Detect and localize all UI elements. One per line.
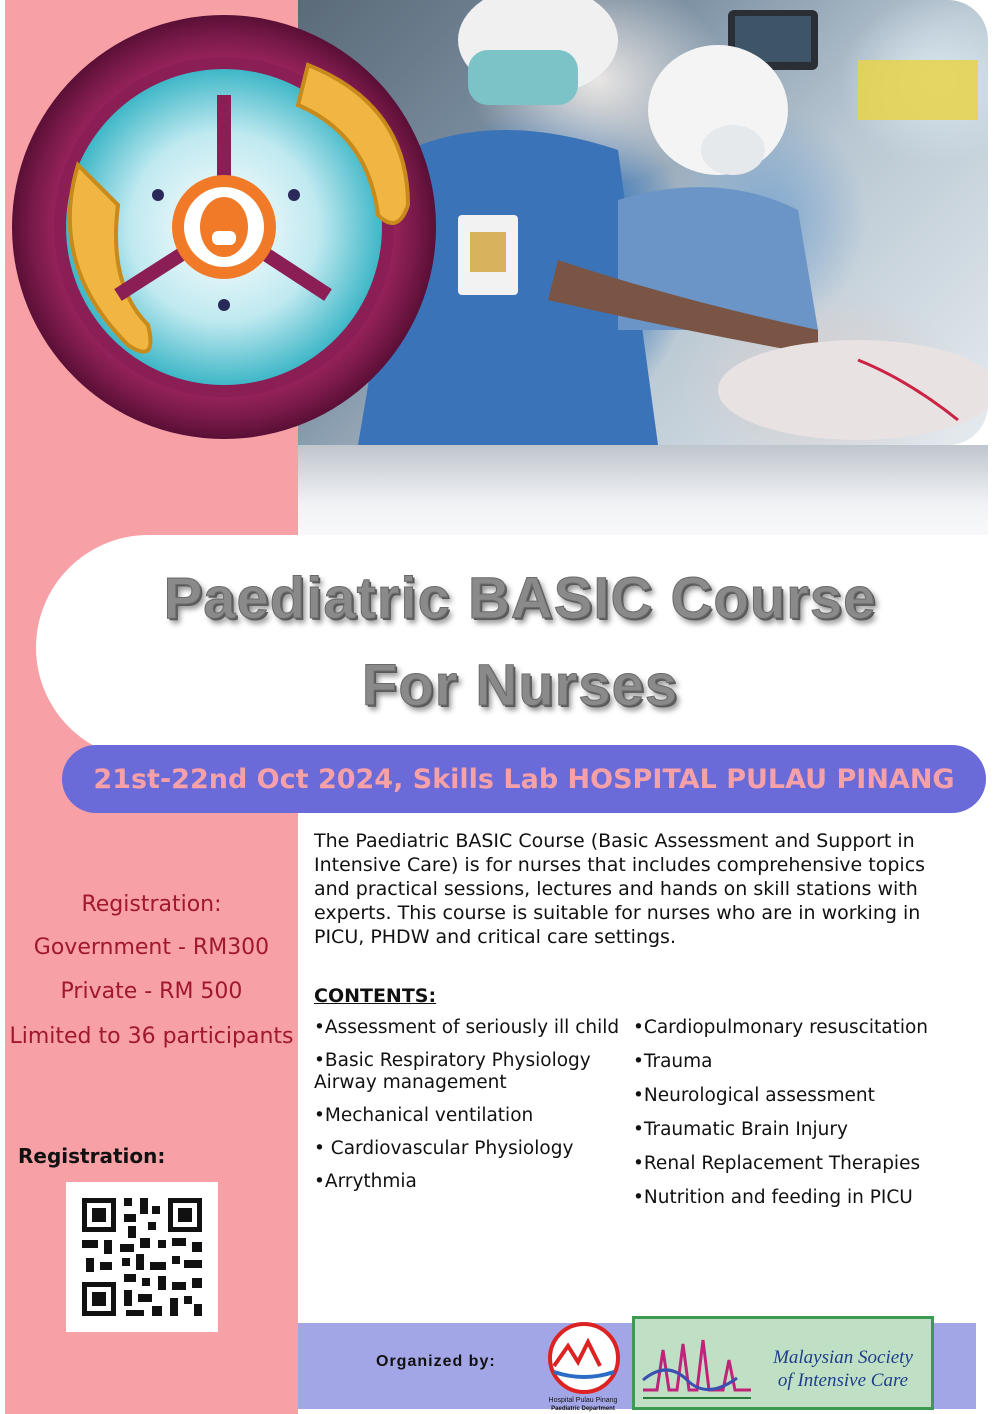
qr-code-icon xyxy=(66,1182,218,1332)
registration-qr-code[interactable] xyxy=(66,1182,218,1332)
hospital-logo-line-2: Paediatric Department xyxy=(551,1406,615,1412)
content-item: •Trauma xyxy=(633,1051,713,1072)
content-item: •Traumatic Brain Injury xyxy=(633,1119,848,1140)
fee-government: Government - RM300 xyxy=(33,935,270,960)
content-item: • Cardiovascular Physiology xyxy=(314,1138,574,1159)
title-line-1: Paediatric BASIC Course xyxy=(163,566,877,631)
date-venue-banner xyxy=(62,745,986,813)
hospital-pulau-pinang-logo xyxy=(540,1322,626,1414)
msic-name xyxy=(752,1346,934,1392)
content-item: •Renal Replacement Therapies xyxy=(633,1153,921,1174)
registration-qr-label: Registration: xyxy=(18,1144,166,1168)
content-item: •Cardiopulmonary resuscitation xyxy=(633,1017,929,1038)
content-item: •Nutrition and feeding in PICU xyxy=(633,1187,913,1208)
content-item: •Arrythmia xyxy=(314,1171,417,1192)
date-venue-text: 21st-22nd Oct 2024, Skills Lab HOSPITAL PULAU PINANG xyxy=(93,763,955,795)
content-item: •Neurological assessment xyxy=(633,1085,875,1106)
organized-by-label: Organized by: xyxy=(376,1353,496,1370)
registration-heading: Registration: xyxy=(81,892,222,917)
fee-private: Private - RM 500 xyxy=(60,979,243,1004)
msic-name-line-2: of Intensive Care xyxy=(777,1370,909,1391)
contents-list-right xyxy=(633,1017,983,1221)
title-line-2: For Nurses xyxy=(361,653,679,718)
course-description: The Paediatric BASIC Course (Basic Assessment and Support in Intensive Care) is for nurses that includes comprehensive topics and practical sessions, lectures and hands on skill stations with experts. This course is suitable for nurses who are in working in PICU, PHDW and critical care settings. xyxy=(314,830,926,948)
contents-list-left xyxy=(314,1017,624,1204)
content-item: •Mechanical ventilation xyxy=(314,1105,534,1126)
msic-waveform-icon xyxy=(637,1320,757,1408)
content-item: •Assessment of seriously ill child xyxy=(314,1017,620,1038)
participant-limit: Limited to 36 participants xyxy=(9,1024,294,1049)
contents-heading: CONTENTS: xyxy=(314,985,437,1007)
hospital-logo-line-1: Hospital Pulau Pinang xyxy=(548,1397,618,1404)
msic-name-line-1: Malaysian Society xyxy=(773,1347,913,1368)
course-logo xyxy=(8,5,440,450)
content-item: •Basic Respiratory Physiology Airway management xyxy=(314,1050,591,1093)
